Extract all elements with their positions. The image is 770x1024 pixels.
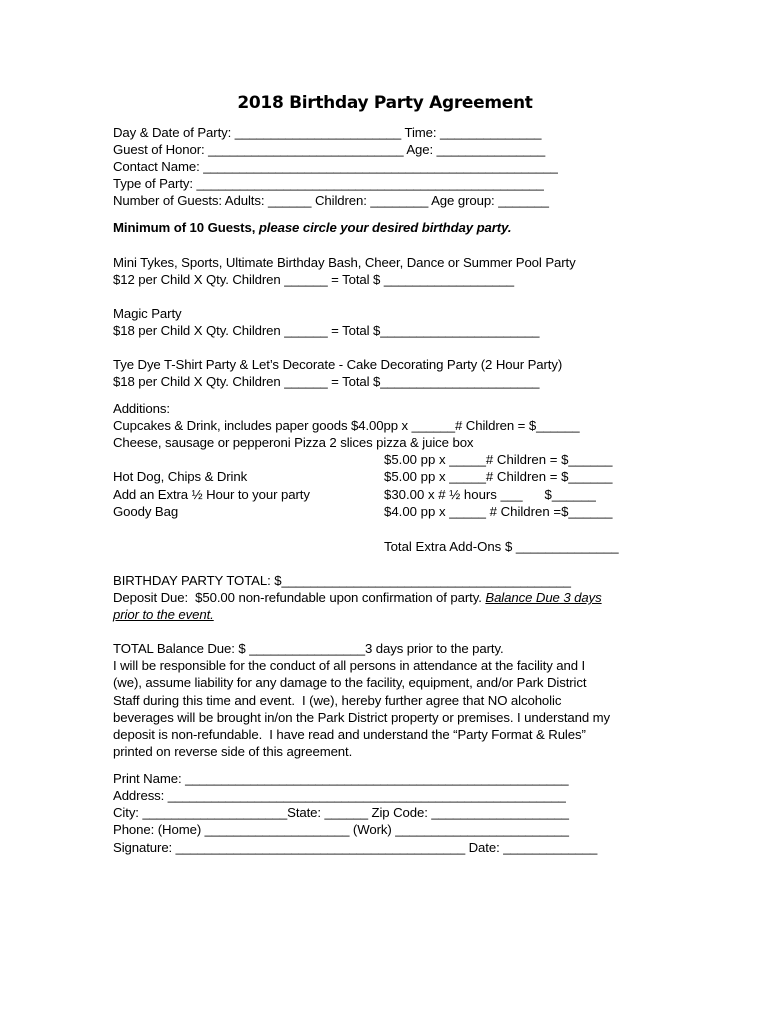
balance-due-note-2: prior to the event. xyxy=(113,607,214,622)
extra-hour-label: Add an Extra ½ Hour to your party xyxy=(113,487,310,502)
minimum-guests-note xyxy=(113,219,511,237)
liability-line-4: beverages will be brought in/on the Park District property or premises. I understand my xyxy=(113,710,611,725)
page-title: 2018 Birthday Party Agreement xyxy=(237,93,533,113)
hotdog-label: Hot Dog, Chips & Drink xyxy=(113,469,248,484)
hotdog-price-line[interactable]: $5.00 pp x _____# Children = $______ xyxy=(384,469,613,484)
extra-hour-price-line[interactable]: $30.00 x # ½ hours ___ $______ xyxy=(384,487,596,502)
type-of-party-field[interactable]: Type of Party: ________________________________________________ xyxy=(113,176,544,191)
package-2-price-line[interactable]: $18 per Child X Qty. Children ______ = Total $______________________ xyxy=(113,323,540,338)
print-name-field[interactable]: Print Name: _____________________________________________________ xyxy=(113,771,569,786)
signature-date-field[interactable]: Signature: ________________________________________ Date: _____________ xyxy=(113,840,598,855)
phone-field[interactable]: Phone: (Home) ____________________ (Work) ________________________ xyxy=(113,822,569,837)
liability-line-3: Staff during this time and event. I (we), hereby further agree that NO alcoholic xyxy=(113,693,562,708)
pizza-price-line[interactable]: $5.00 pp x _____# Children = $______ xyxy=(384,452,613,467)
package-3-price-line[interactable]: $18 per Child X Qty. Children ______ = Total $______________________ xyxy=(113,374,540,389)
goody-bag-label: Goody Bag xyxy=(113,504,179,519)
cupcakes-line[interactable]: Cupcakes & Drink, includes paper goods $4.00pp x ______# Children = $______ xyxy=(113,418,580,433)
party-total-field[interactable]: BIRTHDAY PARTY TOTAL: $________________________________________ xyxy=(113,573,571,588)
package-3-name: Tye Dye T-Shirt Party & Let’s Decorate - Cake Decorating Party (2 Hour Party) xyxy=(113,357,563,372)
deposit-line-2 xyxy=(113,606,214,624)
total-extra-addons[interactable]: Total Extra Add-Ons $ ______________ xyxy=(384,539,619,554)
liability-line-6: printed on reverse side of this agreement. xyxy=(113,744,353,759)
liability-line-1: I will be responsible for the conduct of all persons in attendance at the facility and I xyxy=(113,658,586,673)
balance-due-note-1: Balance Due 3 days xyxy=(485,590,602,605)
deposit-line xyxy=(113,589,602,607)
number-of-guests-field[interactable]: Number of Guests: Adults: ______ Children: ________ Age group: _______ xyxy=(113,193,549,208)
package-1-name: Mini Tykes, Sports, Ultimate Birthday Bash, Cheer, Dance or Summer Pool Party xyxy=(113,255,576,270)
total-balance-due-field[interactable]: TOTAL Balance Due: $ ________________3 days prior to the party. xyxy=(113,641,504,656)
package-1-price-line[interactable]: $12 per Child X Qty. Children ______ = Total $ __________________ xyxy=(113,272,515,287)
deposit-text: Deposit Due: $50.00 non-refundable upon confirmation of party. xyxy=(113,590,486,605)
liability-line-5: deposit is non-refundable. I have read and understand the “Party Format & Rules” xyxy=(113,727,586,742)
guest-of-honor-field[interactable]: Guest of Honor: ___________________________ Age: _______________ xyxy=(113,142,546,157)
city-state-zip-field[interactable]: City: ____________________State: ______ Zip Code: ___________________ xyxy=(113,805,569,820)
minimum-bold-text: Minimum of 10 Guests, xyxy=(113,220,256,235)
liability-line-2: (we), assume liability for any damage to the facility, equipment, and/or Park District xyxy=(113,675,587,690)
contact-name-field[interactable]: Contact Name: _________________________________________________ xyxy=(113,159,558,174)
additions-heading: Additions: xyxy=(113,401,170,416)
address-field[interactable]: Address: _______________________________________________________ xyxy=(113,788,566,803)
goody-bag-price-line[interactable]: $4.00 pp x _____ # Children =$______ xyxy=(384,504,613,519)
pizza-line: Cheese, sausage or pepperoni Pizza 2 slices pizza & juice box xyxy=(113,435,474,450)
package-2-name: Magic Party xyxy=(113,306,182,321)
minimum-italic-text: please circle your desired birthday party. xyxy=(255,220,512,235)
day-date-field[interactable]: Day & Date of Party: _______________________ Time: ______________ xyxy=(113,125,542,140)
